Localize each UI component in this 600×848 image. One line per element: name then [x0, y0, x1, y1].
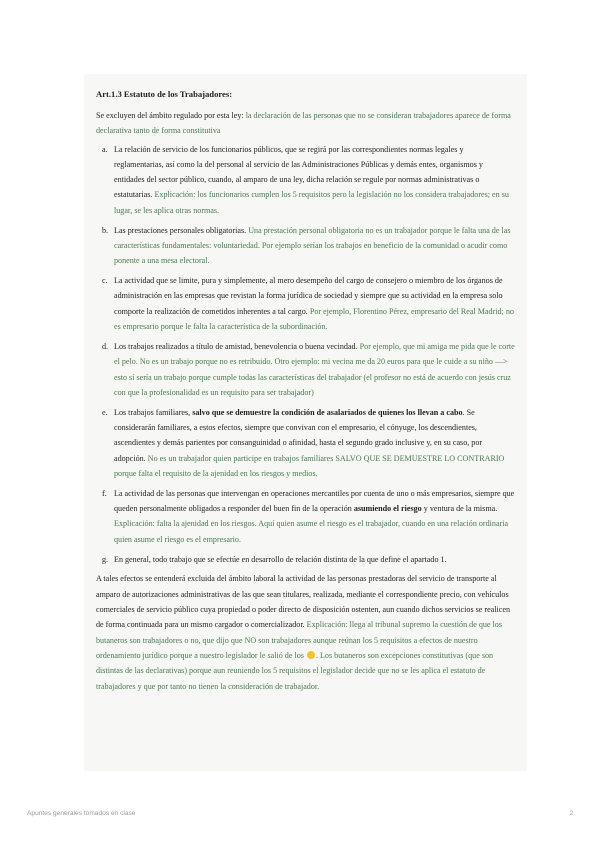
page-number: 2: [569, 810, 573, 817]
smiling-face-emoji-icon: [307, 651, 315, 659]
item-note: Por ejemplo, que mi amiga me pida que le corte el pelo. No es un trabajo porque no es retribuido. Otro ejemplo: mi vecina me da 20 euros para que le cuide a su niño —> esto sí sería un trabajo porque cumple todas las características del trabajador (el profesor no está de acuerdo con jesús cruz con que la profesionalidad es un requisito para ser trabajador): [114, 341, 515, 397]
intro-text: Se excluyen del ámbito regulado por esta ley:: [96, 111, 246, 120]
trailing-note-cont: . Los butaneros son excepciones constitutivas (que son distintas de las declarativas) porque aun reuniendo los 5 requisitos el legislador decide que no se les aplica el estatuto de trabajadores y que por tanto no tienen la consideración de trabajador.: [96, 650, 494, 691]
item-note: Explicación: los funcionarios cumplen los 5 requisitos pero la legislación no los considera trabajadores; en su lugar, se les aplica otras normas.: [114, 190, 509, 215]
item-text: En general, todo trabajo que se efectúe en desarrollo de relación distinta de la que define el apartado 1.: [114, 554, 447, 564]
item-note: No es un trabajador quien participe en trabajos familiares SALVO QUE SE DEMUESTRE LO CONTRARIO porque falta el requisito de la ajenidad en los riesgos y medios.: [114, 453, 505, 478]
list-item-c: [102, 273, 515, 334]
content-box: [84, 74, 527, 771]
footer-title: Apuntes generales tomados en clase: [27, 810, 136, 817]
item-text: La actividad de las personas que intervengan en operaciones mercantiles por cuenta de uno o más empresarios, siempre que queden personalmente obligados a responder del buen fin de la operación: [114, 488, 515, 514]
item-note: Explicación: falta la ajenidad en los riesgos. Aquí quien asume el riesgo es el trabajador, cuando en una relación ordinaria quien asume el riesgo es el empresario.: [114, 519, 509, 544]
list-marker: a.: [102, 144, 108, 154]
list-marker: d.: [102, 341, 109, 351]
intro-note: la declaración de las personas que no se consideran trabajadores aparece de forma declarativa tanto de forma constitutiva: [96, 111, 511, 136]
list-item-e: [102, 405, 515, 481]
intro-paragraph: [96, 108, 515, 139]
list-marker: c.: [102, 276, 108, 286]
item-note: Una prestación personal obligatoria no es un trabajador porque le falta una de las características fundamentales: voluntariedad. Por ejemplo serían los trabajos en beneficio de la comunidad o acudir como ponente a una mesa electoral.: [114, 225, 511, 266]
list-marker: b.: [102, 225, 109, 235]
item-note: Por ejemplo, Florentino Pérez, empresario del Real Madrid; no es empresario porque le falta la característica de la subordinación.: [114, 306, 514, 332]
exclusions-list: [96, 142, 515, 567]
item-text: La relación de servicio de los funcionarios públicos, que se regirá por las correspondientes normas legales y reglamentarias, así como la del personal al servicio de las Administraciones Públicas y demás entes, organismos y entidades del sector público, cuando, al amparo de una ley, dicha relación se regule por normas administrativas o estatutarias.: [114, 144, 483, 200]
item-text-cont: y ventura de la misma.: [421, 504, 498, 514]
list-marker: g.: [102, 554, 109, 564]
item-text: Los trabajos familiares,: [114, 407, 193, 417]
trailing-note: Explicación: llega al tribunal supremo la cuestión de que los butaneros son trabajadores o no, que dijo que NO son trabajadores aunque reúnan los 5 requisitos a efectos de nuestro ordenamiento jurídico porque a nuestro legislador le salió de los: [96, 620, 502, 660]
list-item-g: [102, 552, 515, 567]
item-bold-text: asumiendo el riesgo: [353, 504, 422, 514]
trailing-paragraph: [96, 571, 515, 693]
list-item-d: [102, 339, 515, 400]
section-title: Art.1.3 Estatuto de los Trabajadores:: [96, 89, 233, 99]
item-bold-text: salvo que se demuestre la condición de asalariados de quienes los llevan a cabo: [192, 407, 463, 417]
item-text: Las prestaciones personales obligatorias.: [114, 225, 249, 235]
list-marker: e.: [102, 407, 108, 417]
item-text: La actividad que se limite, pura y simplemente, al mero desempeño del cargo de consejero o miembro de los órganos de administración en las empresas que revistan la forma jurídica de sociedad y siempre que su actividad en la empresa solo comporte la realización de cometidos inherentes a tal cargo.: [114, 276, 503, 316]
item-text: Los trabajos realizados a título de amistad, benevolencia o buena vecindad.: [114, 341, 360, 351]
list-item-f: [102, 486, 515, 547]
list-marker: f.: [102, 488, 107, 498]
list-item-b: [102, 223, 515, 269]
list-item-a: [102, 142, 515, 218]
item-text-cont: . Se considerarán familiares, a estos efectos, siempre que convivan con el empresario, el cónyuge, los descendientes, ascendientes y demás parientes por consanguinidad o afinidad, hasta el segundo grado inclusive y, en su caso, por adopción.: [114, 407, 483, 463]
trailing-text: A tales efectos se entenderá excluida del ámbito laboral la actividad de las personas prestadoras del servicio de transporte al amparo de autorizaciones administrativas de las que sean titulares, realizada, mediante el correspondiente precio, con vehículos comerciales de servicio público cuya propiedad o poder directo de disposición ostenten, aun cuando dichos servicios se realicen de forma continuada para un mismo cargador o comercializador.: [96, 574, 510, 630]
